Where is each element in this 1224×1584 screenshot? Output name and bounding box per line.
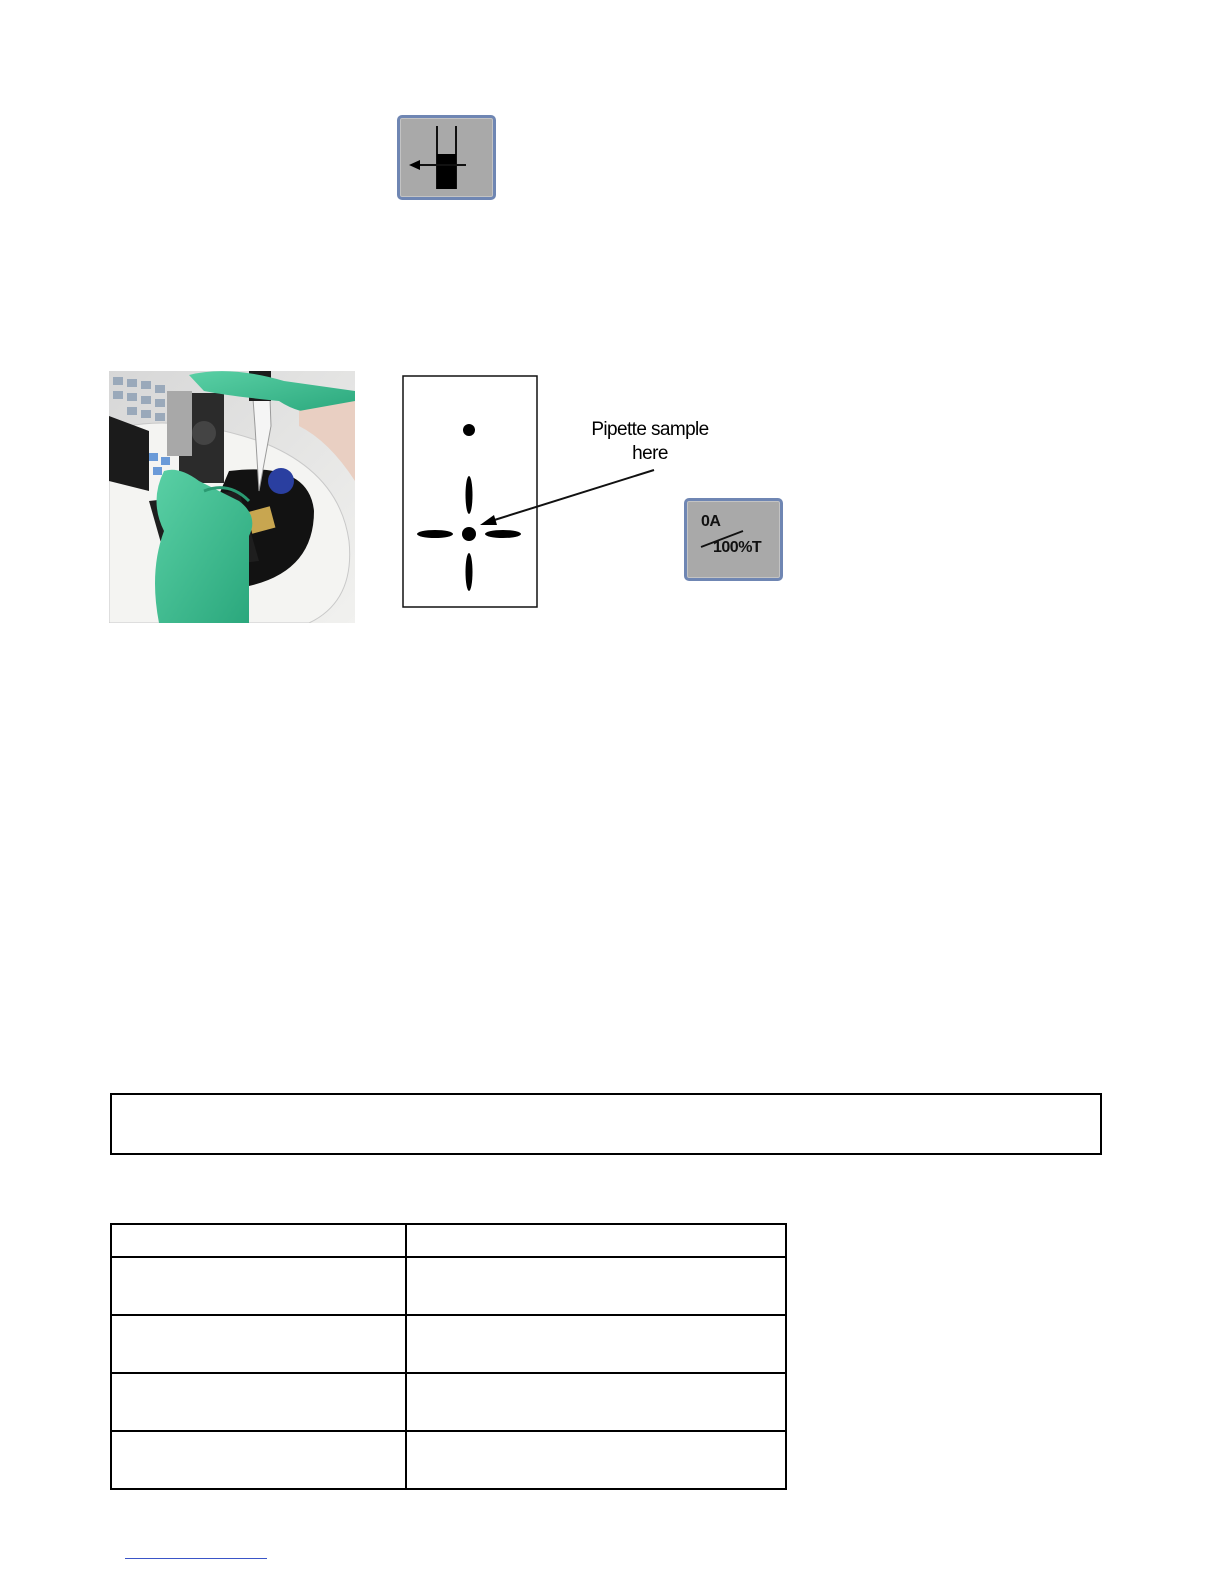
footer-link[interactable] [125, 1558, 267, 1559]
zero-key-bottom-label: 100%T [713, 539, 762, 556]
table-cell [111, 1224, 406, 1257]
table-cell [406, 1431, 786, 1489]
table-cell [406, 1257, 786, 1315]
pipette-sample-label: Pipette sample here [591, 419, 709, 464]
data-table [110, 1223, 787, 1490]
sample-compartment-key [397, 115, 496, 200]
table-cell [111, 1315, 406, 1373]
table-cell [111, 1257, 406, 1315]
table-cell [111, 1373, 406, 1431]
table-row [111, 1257, 786, 1315]
table-cell [111, 1431, 406, 1489]
table-row [111, 1431, 786, 1489]
spectrophotometer-loading-photo [109, 371, 355, 623]
table-cell [406, 1224, 786, 1257]
table-cell [406, 1315, 786, 1373]
table-row [111, 1224, 786, 1257]
table-row [111, 1373, 786, 1431]
zero-absorbance-key [684, 498, 783, 581]
table-cell [406, 1373, 786, 1431]
zero-key-top-label: 0A [701, 513, 721, 530]
sample-compartment-arrow-icon [400, 118, 493, 197]
pipette-arrow-icon [470, 465, 670, 535]
answer-box [110, 1093, 1102, 1155]
table-row [111, 1315, 786, 1373]
